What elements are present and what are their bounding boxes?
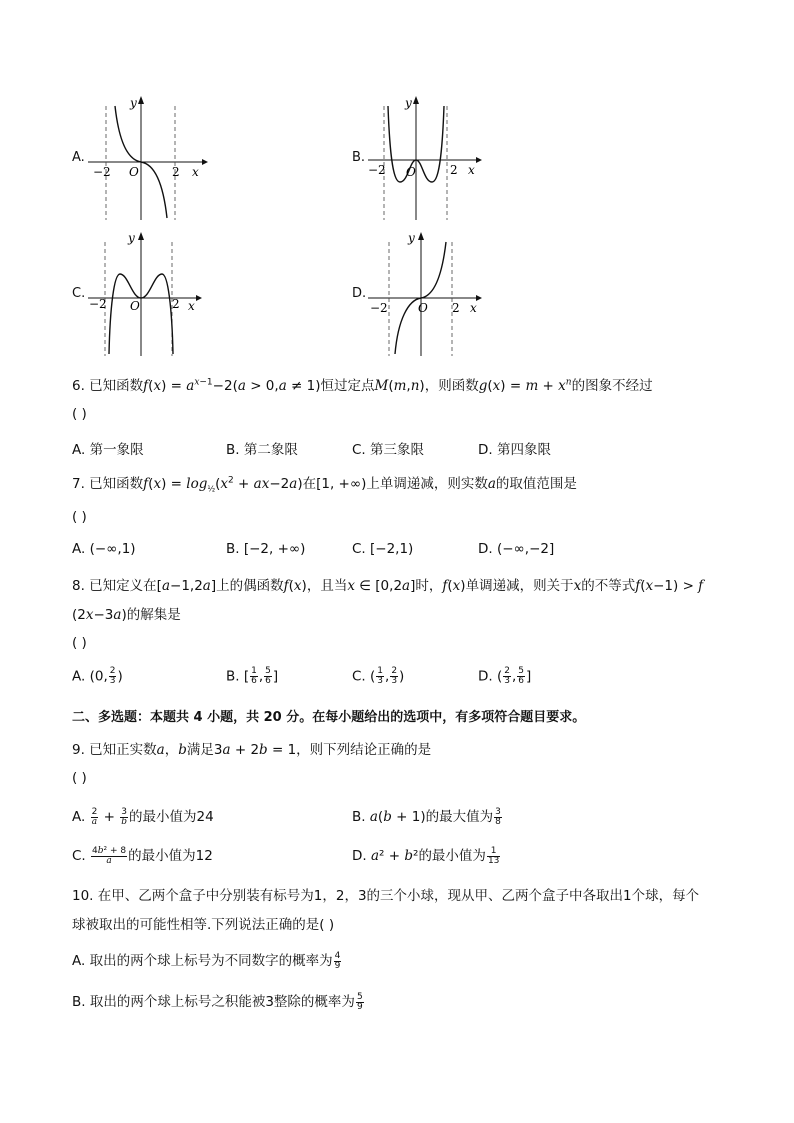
q9-option-a[interactable]: A. $\frac{2}{a}$ + $\frac{3}{b}$ 的最小值为24 (72, 806, 214, 827)
graph-a-pos-tick: 2 (172, 165, 180, 179)
graph-b-neg-tick: −2 (368, 163, 386, 177)
graph-c-origin: O (130, 299, 140, 313)
q7-stem: 7. 已知函数$f(x) = \log_{\frac{1}{2}}(x^2 + ax-2a)$在[1, +∞)上单调递减，则实数a的取值范围是 (72, 475, 577, 494)
graph-c-pos-tick: 2 (172, 297, 180, 311)
q6-option-d[interactable]: D. 第四象限 (478, 442, 551, 458)
graph-c-x-label: x (188, 299, 195, 313)
q9-option-c[interactable]: C. $\frac{\text{4b² + 8}}{a}$ 的最小值为12 (72, 845, 213, 866)
q10-stem-line2: 球被取出的可能性相等.下列说法正确的是( ) (72, 917, 335, 933)
graph-b-x-label: x (468, 163, 475, 177)
graph-b (368, 92, 488, 220)
graph-a-y-label: y (130, 96, 137, 110)
graph-b-origin: O (406, 165, 416, 179)
q9-stem: 9. 已知正实数a，b满足3a + 2b = 1，则下列结论正确的是 (72, 742, 432, 758)
graph-a (88, 92, 208, 220)
graph-b-pos-tick: 2 (450, 163, 458, 177)
graph-d-y-label: y (408, 231, 415, 245)
q6-paren: ( ) (72, 406, 87, 422)
q10-option-a[interactable]: A. 取出的两个球上标号为不同数字的概率为 $\frac{4}{9}$ (72, 950, 341, 971)
q6-stem: 6. 已知函数$f(x) = a^{x-1}-2(a > 0,a \ne 1)$恒过定点M(m,n)，则函数$g(x) = m + x^n$的图象不经过 (72, 377, 653, 394)
q7-option-d[interactable]: D. (−∞,−2] (478, 541, 555, 557)
graph-b-letter: B. (352, 150, 366, 165)
q8-option-d[interactable]: D. ( $\frac{2}{3}$ , $\frac{5}{6}$ ] (478, 666, 532, 686)
graph-b-y-label: y (405, 96, 412, 110)
q10-stem-line1: 10. 在甲、乙两个盒子中分别装有标号为1，2，3的三个小球，现从甲、乙两个盒子中各取出1个球，每个 (72, 888, 700, 904)
q8-stem-line2: (2x−3a)的解集是 (72, 607, 181, 623)
q9-paren: ( ) (72, 770, 87, 786)
graph-d-pos-tick: 2 (452, 301, 460, 315)
graph-c-neg-tick: −2 (89, 297, 107, 311)
graph-d-letter: D. (352, 286, 367, 301)
q9-option-b[interactable]: B. a(b + 1)的最大值为 $\frac{3}{8}$ (352, 806, 501, 827)
q8-option-a[interactable]: A. (0, $\frac{2}{3}$ ) (72, 666, 123, 686)
graph-c-letter: C. (72, 286, 86, 301)
q6-option-c[interactable]: C. 第三象限 (352, 442, 425, 458)
q8-option-b[interactable]: B. [ $\frac{1}{6}$ , $\frac{5}{6}$ ] (226, 666, 279, 686)
graph-c (88, 228, 208, 356)
q7-option-a[interactable]: A. (−∞,1) (72, 541, 136, 557)
graph-d-origin: O (418, 301, 428, 315)
q6-option-a[interactable]: A. 第一象限 (72, 442, 144, 458)
graph-d-neg-tick: −2 (370, 301, 388, 315)
graph-a-letter: A. (72, 150, 85, 165)
q7-paren: ( ) (72, 509, 87, 525)
q8-stem-line1: 8. 已知定义在[a−1,2a]上的偶函数f(x)，且当x ∈ [0,2a]时，f(x)单调递减，则关于x的不等式f(x−1) > f (72, 578, 704, 594)
q7-option-c[interactable]: C. [−2,1) (352, 541, 414, 557)
graph-d (368, 228, 488, 356)
section-2-heading: 二、多选题：本题共 4 小题，共 20 分。在每小题给出的选项中，有多项符合题目要求。 (72, 710, 586, 725)
q10-option-b[interactable]: B. 取出的两个球上标号之积能被3整除的概率为 $\frac{5}{9}$ (72, 991, 363, 1012)
q6-option-b[interactable]: B. 第二象限 (226, 442, 298, 458)
q9-option-d[interactable]: D. a² + b²的最小值为 $\frac{1}{13}$ (352, 845, 500, 866)
graph-c-y-label: y (128, 231, 135, 245)
graph-a-x-label: x (192, 165, 199, 179)
graph-a-neg-tick: −2 (93, 165, 111, 179)
q7-option-b[interactable]: B. [−2, +∞) (226, 541, 306, 557)
graph-a-origin: O (129, 165, 139, 179)
q8-option-c[interactable]: C. ( $\frac{1}{3}$ , $\frac{2}{3}$ ) (352, 666, 405, 686)
q8-paren: ( ) (72, 635, 87, 651)
graph-d-x-label: x (470, 301, 477, 315)
